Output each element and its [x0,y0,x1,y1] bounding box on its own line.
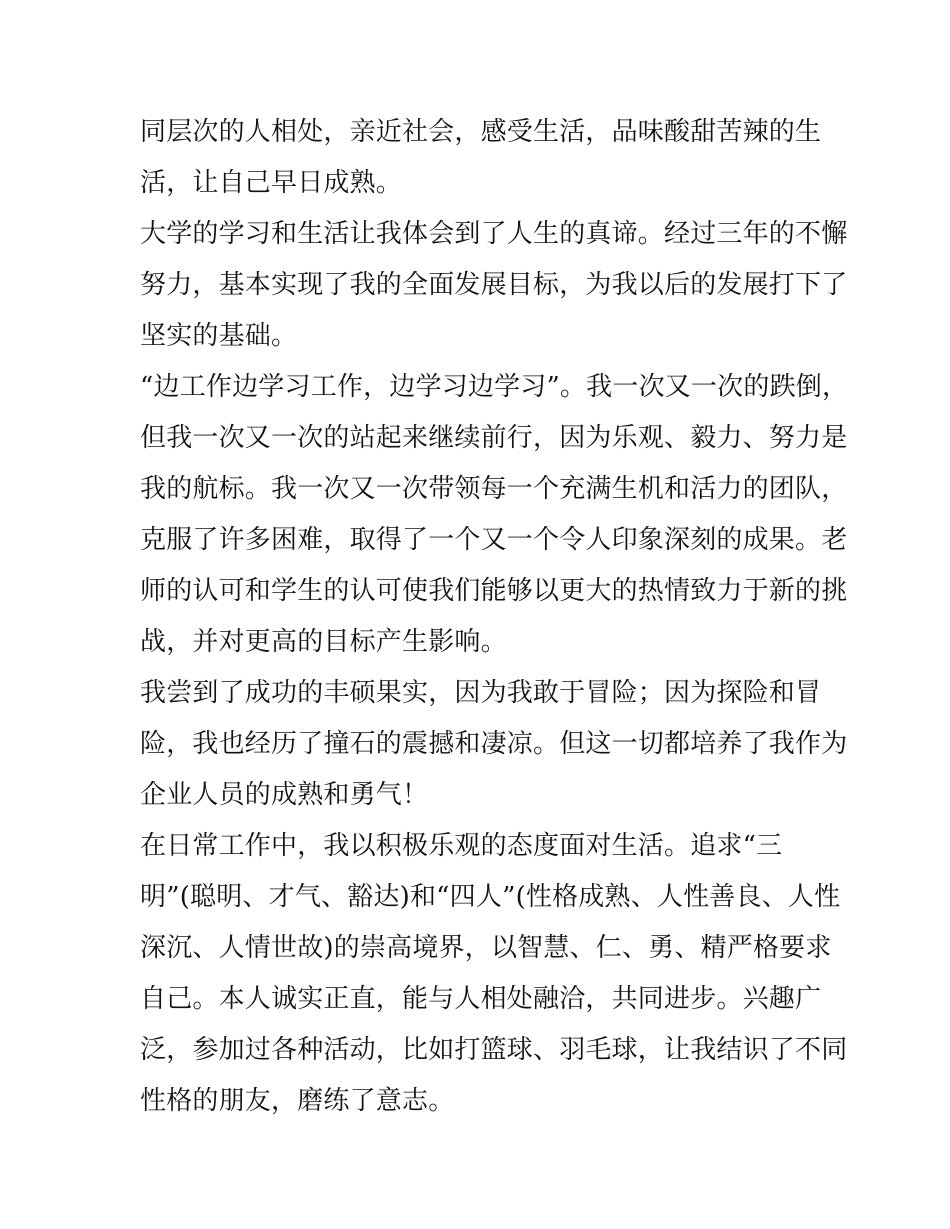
paragraph-1 [140,107,820,209]
text-line: 我尝到了成功的丰硕果实，因为我敢于冒险；因为探险和冒 [140,678,822,708]
text-line: 战，并对更高的目标产生影响。 [140,627,507,657]
text-line: “边工作边学习工作，边学习边学习”。我一次又一次的跌倒， [140,372,849,402]
text-line: 努力，基本实现了我的全面发展目标，为我以后的发展打下了 [140,270,848,300]
paragraph-3 [140,362,849,668]
text-line: 企业人员的成熟和勇气！ [140,780,429,810]
text-line: 师的认可和学生的认可使我们能够以更大的热情致力于新的挑 [140,576,848,606]
text-line: 明”(聪明、才气、豁达)和“四人”(性格成熟、人性善良、人性 [140,882,841,912]
text-line: 险，我也经历了撞石的震撼和凄凉。但这一切都培养了我作为 [140,729,848,759]
paragraph-5 [140,821,848,1127]
text-line: 大学的学习和生活让我体会到了人生的真谛。经过三年的不懈 [140,219,848,249]
text-line: 坚实的基础。 [140,321,298,351]
document-body [140,107,849,1127]
text-line: 泛，参加过各种活动，比如打篮球、羽毛球，让我结识了不同 [140,1035,848,1065]
text-line: 克服了许多困难，取得了一个又一个令人印象深刻的成果。老 [140,525,848,555]
text-line: 自己。本人诚实正直，能与人相处融洽，共同进步。兴趣广 [140,984,822,1014]
text-line: 但我一次又一次的站起来继续前行，因为乐观、毅力、努力是 [140,423,848,453]
text-line: 性格的朋友，磨练了意志。 [140,1086,455,1116]
text-line: 我的航标。我一次又一次带领每一个充满生机和活力的团队， [140,474,848,504]
paragraph-4 [140,668,848,821]
paragraph-2 [140,209,848,362]
text-line: 深沉、人情世故)的崇高境界，以智慧、仁、勇、精严格要求 [140,933,832,963]
text-line: 活，让自己早日成熟。 [140,168,403,198]
text-line: 同层次的人相处，亲近社会，感受生活，品味酸甜苦辣的生 [140,117,822,147]
text-line: 在日常工作中，我以积极乐观的态度面对生活。追求“三 [140,831,783,861]
